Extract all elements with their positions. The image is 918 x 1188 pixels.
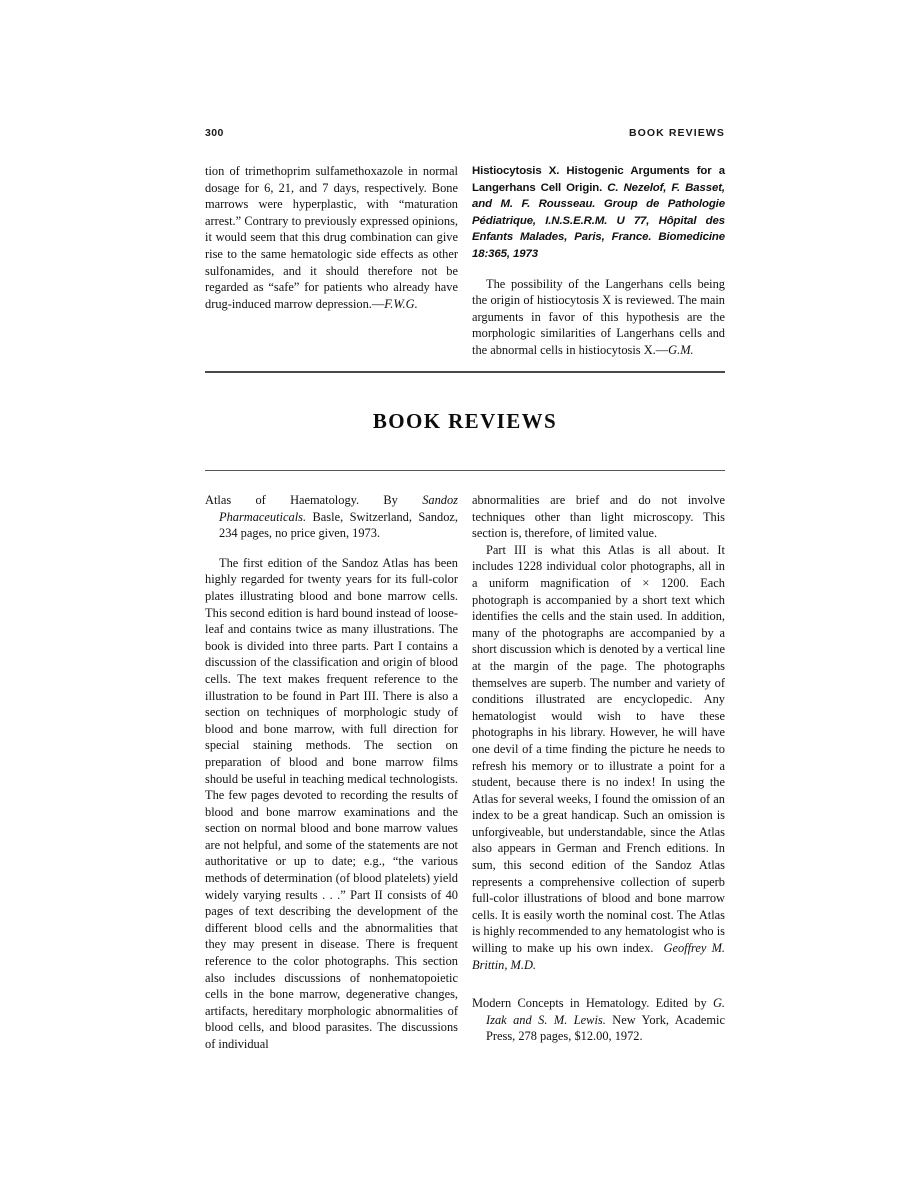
next-citation-lead: Modern Concepts in Hematology. Edited by — [472, 996, 713, 1011]
next-citation-tail: New York, Academic Press, 278 pages, $12.00, 1972. — [486, 1012, 725, 1044]
book-citation-publisher: Sandoz Pharmaceuticals. — [219, 493, 458, 524]
abstracts-block — [205, 163, 725, 359]
abstracts-right-column — [472, 163, 725, 359]
abstract-citation-source: Group de Pathologie Pédiatrique, I.N.S.E.R.M. U 77, Hôpital des Enfants Malades, Paris, France. Biomedicine 18:365, 1973 — [472, 198, 725, 260]
abstracts-left-column — [205, 163, 458, 359]
running-head — [205, 127, 725, 139]
running-head-title: BOOK REVIEWS — [628, 127, 725, 139]
abstract-body-initials: G.M. — [668, 342, 694, 357]
abstract-continuation-text: tion of trimethoprim sulfamethoxazole in normal dosage for 6, 21, and 7 days, respectively. Bone marrows were hyperplastic, with “maturation arrest.” Contrary to previously expressed opinions, it would seem that this drug combination can give rise to the same hematologic side effects as other sulfonamides, and it should therefore not be regarded as “safe” for patients who already have drug-induced marrow depression.— — [205, 164, 458, 311]
review-body-part3-text: Part III is what this Atlas is all about. It includes 1228 individual color photographs, all in a uniform magnification of × 1200. Each photograph is accompanied by a short text which identifies the cells and the stain used. In addition, many of the photographs are accompanied by a short discussion which is denoted by a vertical line at the margin of the page. The photographs themselves are superb. The number and variety of conditions illustrated are encyclopedic. Any hematologist would wish to have these photographs in his library. However, he will have one devil of a time finding the picture he needs to refresh his memory or to illustrate a point for a student, because there is no index! In using the Atlas for several weeks, I found the omission of an index to be a great handicap. Such an omission is unforgiveable, but understandable, since the Atlas also appears in German and French editions. In sum, this second edition of the Sandoz Atlas represents a comprehensive collection of superb full-color illustrations of blood and bone marrow cells. It is easily worth the nominal cost. The Atlas is highly recommended to any hematologist who is willing to make up his own index. — [472, 542, 725, 956]
review-body-left: The first edition of the Sandoz Atlas has been highly regarded for twenty years for its full-color plates illustrating blood and bone marrow cells. This second edition is hard bound instead of loose-leaf and contains twice as many illustrations. The book is divided into three parts. Part I contains a discussion of the classification and origin of blood cells. The text makes frequent reference to the illustration to be found in Part III. There is also a section on techniques of morphologic study of blood and bone marrow, with full direction for special staining methods. The section on preparation of blood and bone marrow films should be useful in teaching medical technologists. The few pages devoted to recording the results of blood and bone marrow examinations and the section on normal blood and bone marrow values are not helpful, and some of the statements are not authoritative or up to date; e.g., “the various methods of determination (of blood platelets) yield widely varying results . . .” Part II consists of 40 pages of text describing the development of the different blood cells and the abnormalities that they may present in disease. There is frequent reference to the color photographs. This section also includes discussions of nonhematopoietic cells in the bone marrow, degenerative changes, artifacts, hereditary morphologic abnormalities of blood cells, and blood parasites. The discussions of individual — [205, 555, 458, 1051]
section-header — [205, 371, 725, 471]
review-body-part3 — [472, 542, 725, 973]
reviewer-signature: Geoffrey M. Brittin, M.D. — [472, 941, 726, 972]
section-rule-top — [205, 371, 725, 373]
section-title: BOOK REVIEWS — [372, 408, 558, 433]
reviews-left-column — [205, 492, 458, 1053]
next-citation-editors: G. Izak and S. M. Lewis. — [486, 996, 725, 1027]
abstract-initials: F.W.G. — [384, 296, 418, 311]
abstract-citation — [472, 163, 725, 263]
book-citation-tail: Basle, Switzerland, Sandoz, 234 pages, no price given, 1973. — [219, 509, 458, 541]
abstract-continuation-paragraph — [205, 163, 458, 312]
abstract-citation-authors: C. Nezelof, F. Basset, and M. F. Rousseau. — [472, 181, 725, 211]
book-reviews-block — [205, 492, 725, 1053]
book-citation-atlas — [205, 492, 458, 542]
page-number: 300 — [205, 127, 224, 139]
reviews-right-column — [472, 492, 725, 1053]
abstract-body-paragraph — [472, 276, 725, 359]
section-rule-bottom — [205, 470, 725, 471]
book-citation-lead: Atlas of Haematology. By — [205, 493, 423, 507]
review-body-continued: abnormalities are brief and do not involve techniques other than light microscopy. This section is, therefore, of limited value. — [472, 493, 725, 541]
abstract-body-text: The possibility of the Langerhans cells being the origin of histiocytosis X is reviewed. The main arguments in favor of this hypothesis are the morphologic similarities of Langerhans cells and the abnormal cells in histiocytosis X.— — [472, 276, 725, 357]
abstract-citation-title: Histiocytosis X. Histogenic Arguments for a Langerhans Cell Origin. — [472, 165, 725, 194]
book-citation-modern-concepts — [472, 995, 725, 1045]
